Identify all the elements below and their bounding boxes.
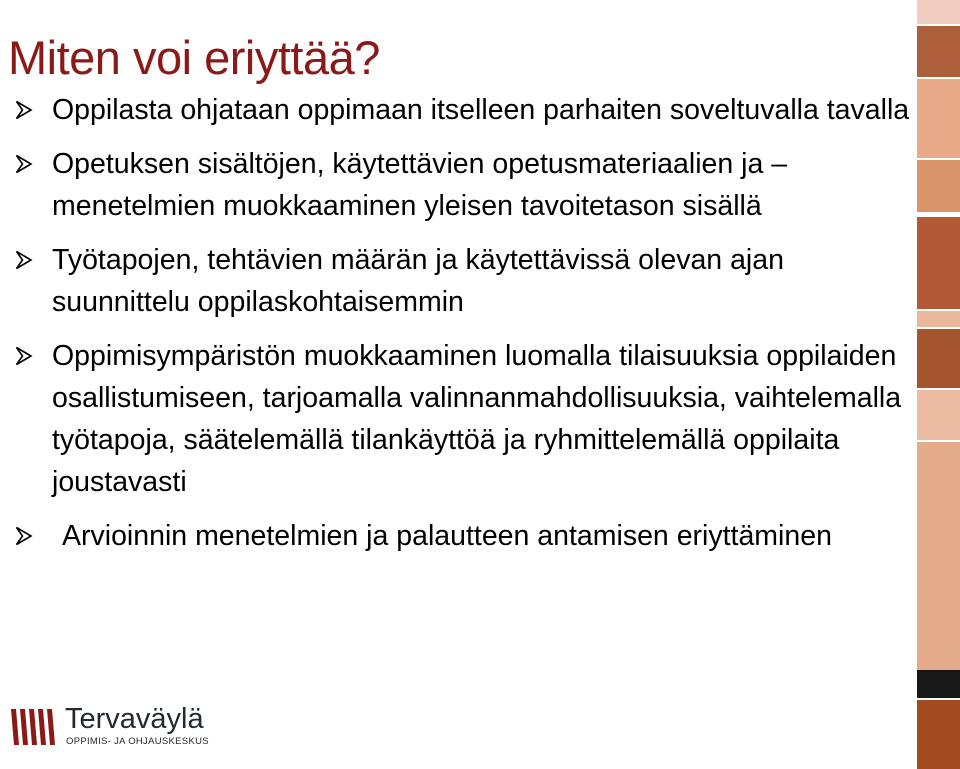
bullet-text: Työtapojen, tehtävien määrän ja käytettävissä olevan ajan suunnittelu oppilaskohtaisemmin [52,244,784,318]
bullet-item [15,143,915,227]
bullet-text: Oppilasta ohjataan oppimaan itselleen parhaiten soveltuvalla tavalla [52,94,910,126]
decorative-stripe [917,217,960,309]
bullet-item [15,515,915,557]
decorative-stripe [917,26,960,77]
decorative-stripe [917,700,960,769]
bullet-list [15,89,915,569]
logo-name: Tervaväylä [65,703,204,735]
decorative-stripe [917,329,960,388]
tervavayla-logo-mark [9,707,55,747]
arrowhead-bullet-icon [15,100,33,120]
decorative-stripe [917,79,960,158]
bullet-item [15,335,915,503]
logo-subtitle: OPPIMIS- JA OHJAUSKESKUS [66,736,209,747]
decorative-stripe [917,311,960,327]
decorative-stripe [917,160,960,212]
arrowhead-bullet-icon [15,346,33,366]
decorative-stripe-band [917,0,960,769]
arrowhead-bullet-icon [15,250,33,270]
slide-title: Miten voi eriyttää? [8,31,380,84]
decorative-stripe [917,670,960,698]
bullet-text: Arvioinnin menetelmien ja palautteen antamisen eriyttäminen [62,520,832,552]
decorative-stripe [917,390,960,440]
bullet-item [15,239,915,323]
bullet-text: Oppimisympäristön muokkaaminen luomalla tilaisuuksia oppilaiden osallistumiseen, tarjoamalla valinnanmahdollisuuksia, vaihtelemalla työtapoja, säätelemällä tilankäyttöä ja ryhmittelemällä oppilaita joustavasti [52,340,902,498]
bullet-item [15,89,915,131]
bullet-text: Opetuksen sisältöjen, käytettävien opetusmateriaalien ja –menetelmien muokkaaminen yleisen tavoitetason sisällä [52,148,788,222]
arrowhead-bullet-icon [15,154,33,174]
decorative-stripe [917,442,960,670]
decorative-stripe [917,0,960,24]
arrowhead-bullet-icon [15,526,33,546]
logo [9,703,239,753]
